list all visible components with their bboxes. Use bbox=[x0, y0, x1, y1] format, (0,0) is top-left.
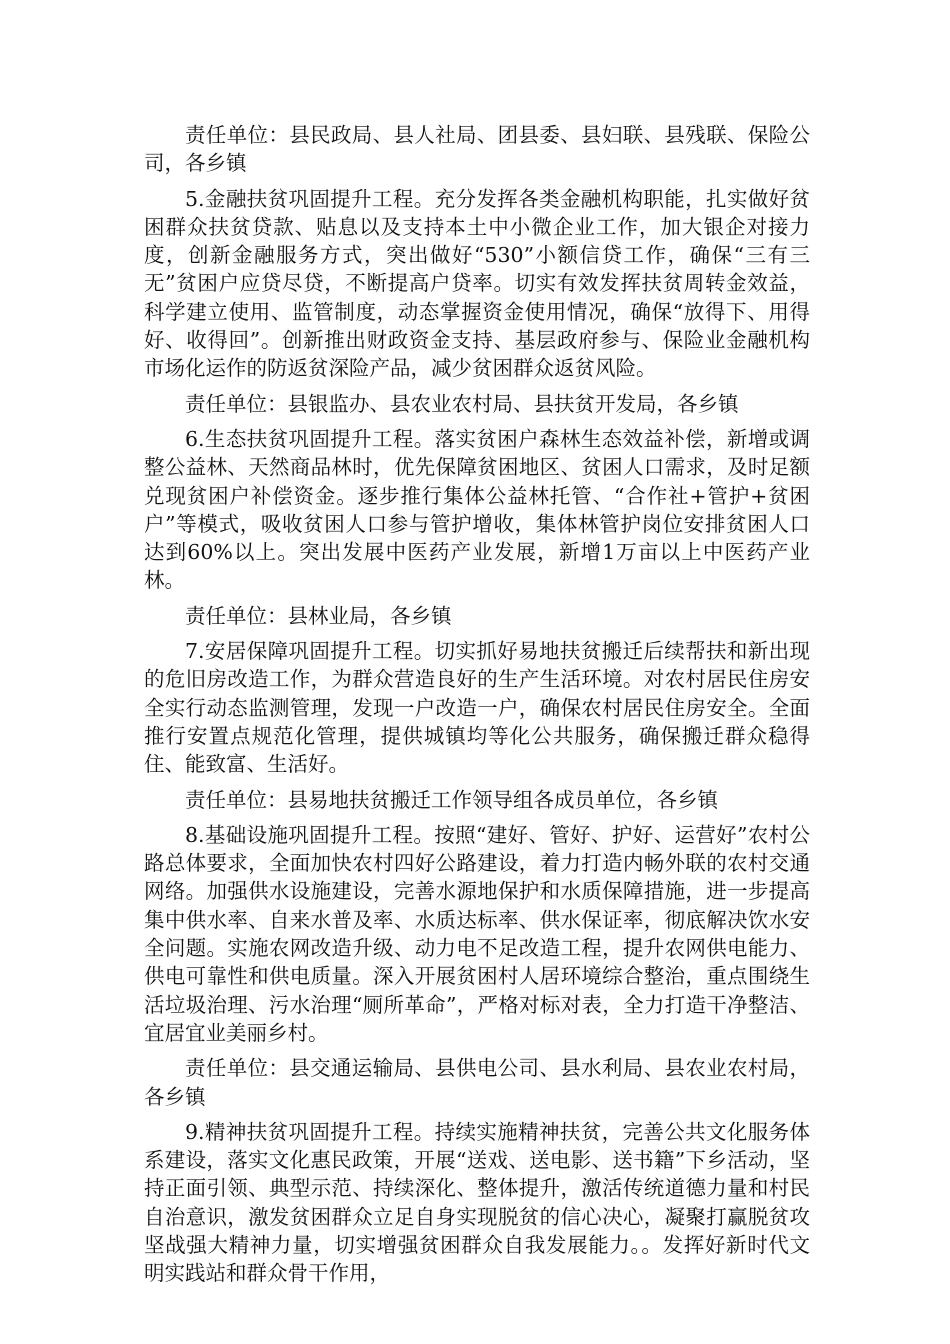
responsibility-paragraph: 责任单位：县林业局，各乡镇 bbox=[185, 603, 452, 628]
spiritual-poverty-alleviation-paragraph: 9.精神扶贫巩固提升工程。持续实施精神扶贫，完善公共文化服务体系建设，落实文化惠民政策，开展“送戏、送电影、送书籍”下乡活动，坚持正面引领、典型示范、持续深化、整体提升，激活传统道德力量和村民自治意识，激发贫困群众立足自身实现脱贫的信心决心，凝聚打赢脱贫攻坚战强大精神力量，切实增强贫困群众自我发展能力。。发挥好新时代文明实践站和群众骨干作用， bbox=[144, 1119, 810, 1286]
housing-security-paragraph: 7.安居保障巩固提升工程。切实抓好易地扶贫搬迁后续帮扶和新出现的危旧房改造工作，为群众营造良好的生产生活环境。对农村居民住房安全实行动态监测管理，发现一户改造一户，确保农村居民住房安全。全面推行安置点规范化管理，提供城镇均等化公共服务，确保搬迁群众稳得住、能致富、生活好。 bbox=[144, 639, 810, 777]
document-page bbox=[144, 121, 810, 1295]
responsibility-paragraph: 责任单位：县易地扶贫搬迁工作领导组各成员单位，各乡镇 bbox=[185, 787, 718, 812]
responsibility-paragraph: 责任单位：县民政局、县人社局、团县委、县妇联、县残联、保险公司，各乡镇 bbox=[144, 123, 810, 176]
responsibility-paragraph: 责任单位：县银监办、县农业农村局、县扶贫开发局，各乡镇 bbox=[185, 391, 739, 416]
responsibility-paragraph: 责任单位：县交通运输局、县供电公司、县水利局、县农业农村局，各乡镇 bbox=[144, 1056, 810, 1109]
financial-poverty-alleviation-paragraph: 5.金融扶贫巩固提升工程。充分发挥各类金融机构职能，扎实做好贫困群众扶贫贷款、贴息以及支持本土中小微企业工作，加大银企对接力度，创新金融服务方式，突出做好“530”小额信贷工作，确保“三有三无”贫困户应贷尽贷，不断提高户贷率。切实有效发挥扶贫周转金效益，科学建立使用、监管制度，动态掌握资金使用情况，确保“放得下、用得好、收得回”。创新推出财政资金支持、基层政府参与、保险业金融机构市场化运作的防返贫深险产品，减少贫困群众返贫风险。 bbox=[144, 186, 810, 381]
ecological-poverty-alleviation-paragraph: 6.生态扶贫巩固提升工程。落实贫困户森林生态效益补偿，新增或调整公益林、天然商品林时，优先保障贫困地区、贫困人口需求，及时足额兑现贫困户补偿资金。逐步推行集体公益林托管、“合作社+管护+贫困户”等模式，吸收贫困人口参与管护增收，集体林管护岗位安排贫困人口达到60%以上。突出发展中医药产业发展，新增1万亩以上中医药产业林。 bbox=[144, 426, 810, 593]
infrastructure-paragraph: 8.基础设施巩固提升工程。按照“建好、管好、护好、运营好”农村公路总体要求，全面加快农村四好公路建设，着力打造内畅外联的农村交通网络。加强供水设施建设，完善水源地保护和水质保障措施，进一步提高集中供水率、自来水普及率、水质达标率、供水保证率，彻底解决饮水安全问题。实施农网改造升级、动力电不足改造工程，提升农网供电能力、供电可靠性和供电质量。深入开展贫困村人居环境综合整治，重点围绕生活垃圾治理、污水治理“厕所革命”，严格对标对表，全力打造干净整洁、宜居宜业美丽乡村。 bbox=[144, 822, 810, 1045]
